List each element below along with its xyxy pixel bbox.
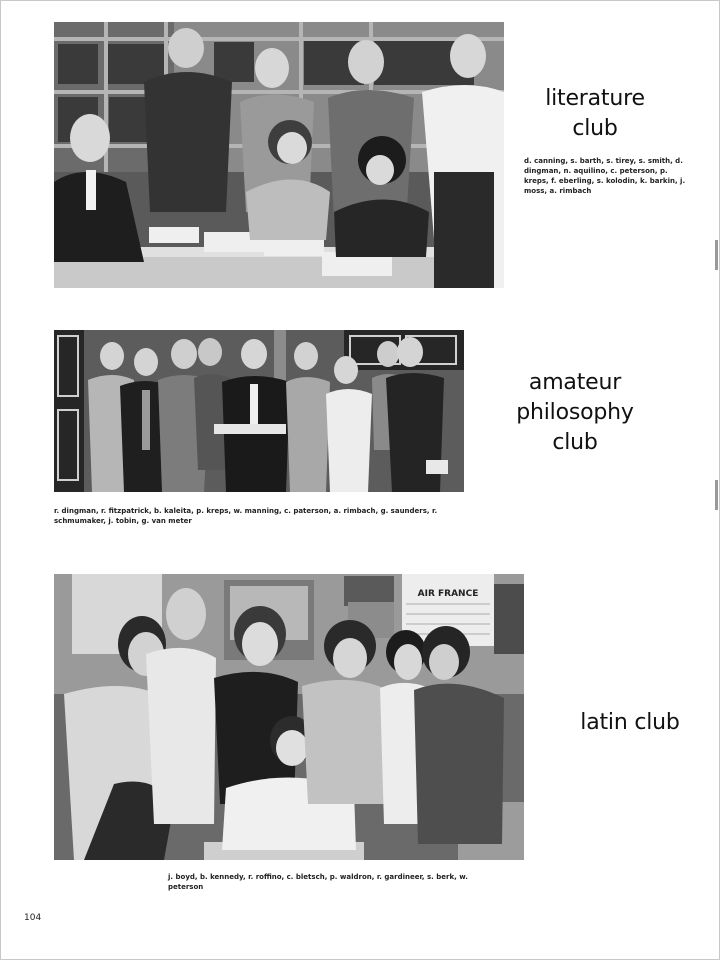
literature-club-photo [54, 22, 504, 288]
philosophy-club-title [480, 368, 670, 458]
calendar-label: AIR FRANCE [417, 589, 479, 599]
philosophy-club-caption: r. dingman, r. fitzpatrick, b. kaleita, p. kreps, w. manning, c. paterson, a. rimbach, g. saunders, r. schmumaker, j. tobin, g. van meter [54, 507, 438, 525]
literature-club-caption: d. canning, s. barth, s. tirey, s. smith, d. dingman, n. aquilino, c. peterson, p. kreps, f. eberling, s. kolodin, k. barkin, j. moss, a. rimbach [524, 157, 686, 195]
title-line: latin club [580, 710, 680, 735]
title-line: philosophy [516, 400, 634, 425]
latin-club-caption: j. boyd, b. kennedy, r. roffino, c. bletsch, p. waldron, r. gardineer, s. berk, w. peterson [168, 873, 468, 891]
title-line: literature [545, 86, 645, 111]
title-line: amateur [528, 370, 622, 395]
page-number: 104 [24, 913, 42, 923]
edge-mark [715, 480, 718, 510]
latin-club-title [560, 708, 700, 738]
edge-mark [715, 240, 718, 270]
latin-club-photo [54, 574, 524, 860]
title-line: club [552, 430, 598, 455]
title-line: club [572, 116, 618, 141]
philosophy-club-photo [54, 330, 464, 492]
literature-club-title [520, 84, 670, 144]
